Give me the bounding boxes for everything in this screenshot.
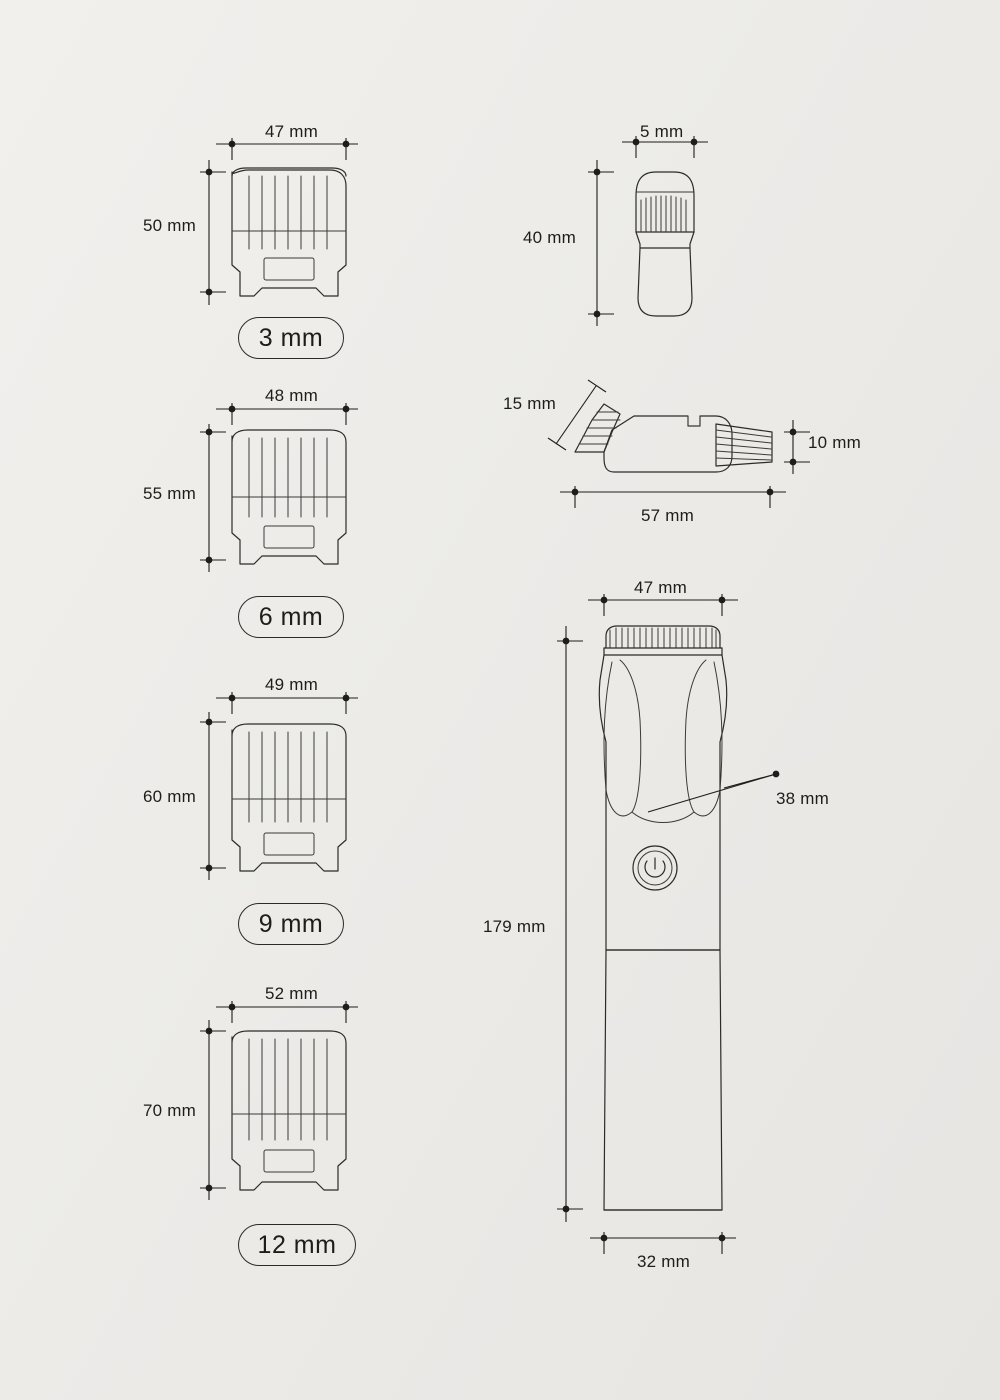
guard-12mm-width-label: 52 mm [265, 984, 318, 1003]
brush-bristle-label: 15 mm [503, 394, 556, 413]
guard-6mm-drawing [200, 403, 358, 572]
guard-3mm-height-label: 50 mm [143, 216, 196, 235]
oil-bottle-drawing [588, 136, 708, 326]
guard-3mm-width-label: 47 mm [265, 122, 318, 141]
guard-9mm-drawing [200, 692, 358, 880]
guard-9mm-width-label: 49 mm [265, 675, 318, 694]
clipper-total-height-label: 179 mm [483, 917, 546, 936]
cleaning-brush-drawing [548, 380, 810, 508]
brush-length-label: 57 mm [641, 506, 694, 525]
clipper-blade-width-label: 47 mm [634, 578, 687, 597]
guard-12mm-height-label: 70 mm [143, 1101, 196, 1120]
guard-9mm-height-label: 60 mm [143, 787, 196, 806]
guard-3mm-badge: 3 mm [238, 317, 344, 359]
guard-3mm-drawing [200, 138, 358, 305]
guard-12mm-badge: 12 mm [238, 1224, 356, 1266]
guard-6mm-badge: 6 mm [238, 596, 344, 638]
guard-9mm-badge: 9 mm [238, 903, 344, 945]
clipper-base-width-label: 32 mm [637, 1252, 690, 1271]
guard-6mm-height-label: 55 mm [143, 484, 196, 503]
oil-bottle-height-label: 40 mm [523, 228, 576, 247]
oil-bottle-width-label: 5 mm [640, 122, 684, 141]
guard-6mm-width-label: 48 mm [265, 386, 318, 405]
clipper-drawing [557, 594, 779, 1254]
guard-12mm-drawing [200, 1001, 358, 1200]
brush-height-label: 10 mm [808, 433, 861, 452]
clipper-depth-label: 38 mm [776, 789, 829, 808]
